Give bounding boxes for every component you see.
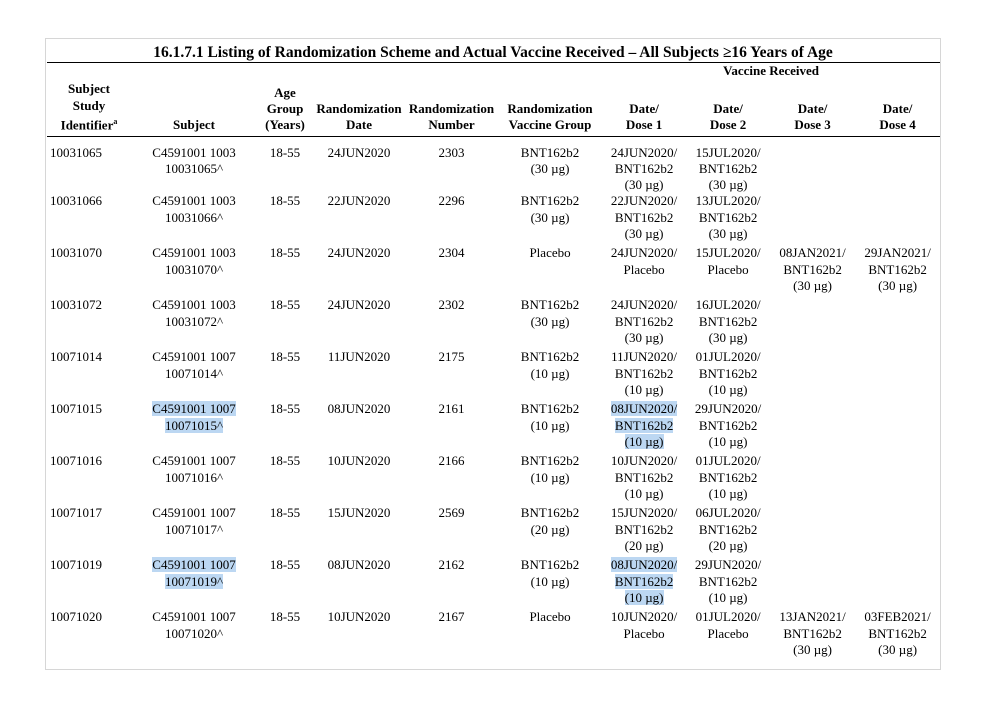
cell-subject: C4591001 1007 10071017^ <box>152 505 236 537</box>
cell-subject-study-identifier: 10031072 <box>50 297 102 313</box>
cell-dose-3 <box>770 453 855 505</box>
cell-subject-study-identifier: 10071020 <box>50 609 102 625</box>
cell-dose-3 <box>770 505 855 557</box>
cell-randomization-date: 10JUN2020 <box>327 453 391 469</box>
table-row <box>47 245 940 297</box>
cell-dose-4 <box>855 193 940 245</box>
cell-subject: C4591001 1007 10071015^ <box>152 401 236 433</box>
cell-dose-3 <box>770 193 855 245</box>
cell-subject-study-identifier: 10071016 <box>50 453 102 469</box>
cell-dose-1: 24JUN2020/ BNT162b2 (30 µg) <box>610 144 678 193</box>
cell-randomization-date: 10JUN2020 <box>327 609 391 625</box>
cell-randomization-date: 08JUN2020 <box>327 557 391 573</box>
cell-randomization-vaccine-group: BNT162b2 (30 µg) <box>520 144 580 176</box>
cell-subject: C4591001 1007 10071019^ <box>152 557 236 589</box>
cell-randomization-vaccine-group: BNT162b2 (10 µg) <box>520 557 580 589</box>
listing-title: 16.1.7.1 Listing of Randomization Scheme and Actual Vaccine Received – All Subjects ≥16 Years of Age <box>153 44 833 61</box>
cell-subject: C4591001 1007 10071020^ <box>152 609 236 641</box>
cell-dose-1: 11JUN2020/ BNT162b2 (10 µg) <box>611 349 678 397</box>
cell-randomization-number: 2162 <box>438 557 465 573</box>
cell-dose-3 <box>770 557 855 609</box>
col-randomization-vaccine-group: Randomization Vaccine Group <box>498 81 602 136</box>
cell-randomization-number: 2303 <box>438 144 465 160</box>
cell-dose-1: 10JUN2020/ BNT162b2 (10 µg) <box>610 453 678 501</box>
cell-randomization-date: 22JUN2020 <box>327 193 391 209</box>
cell-randomization-vaccine-group: Placebo <box>529 609 571 625</box>
table-row <box>47 557 940 609</box>
cell-dose-4 <box>855 453 940 505</box>
cell-dose-2: 16JUL2020/ BNT162b2 (30 µg) <box>695 297 761 345</box>
cell-subject-study-identifier: 10071014 <box>50 349 102 365</box>
cell-age-group: 18-55 <box>269 609 301 625</box>
cell-randomization-date: 08JUN2020 <box>327 401 391 417</box>
col-randomization-date: Randomization Date <box>313 81 405 136</box>
cell-dose-2: 01JUL2020/ BNT162b2 (10 µg) <box>695 349 761 397</box>
table-row <box>47 349 940 401</box>
cell-dose-2: 01JUL2020/ Placebo <box>695 609 761 641</box>
cell-randomization-date: 24JUN2020 <box>327 245 391 261</box>
cell-randomization-number: 2302 <box>438 297 465 313</box>
table-body <box>47 136 940 661</box>
cell-dose-2: 29JUN2020/ BNT162b2 (10 µg) <box>694 557 762 605</box>
cell-age-group: 18-55 <box>269 349 301 365</box>
cell-randomization-vaccine-group: BNT162b2 (10 µg) <box>520 453 580 485</box>
cell-subject-study-identifier: 10071019 <box>50 557 102 573</box>
cell-dose-4: 29JAN2021/ BNT162b2 (30 µg) <box>864 245 931 293</box>
table-row <box>47 453 940 505</box>
cell-randomization-date: 24JUN2020 <box>327 144 391 160</box>
table-row <box>47 136 940 193</box>
cell-dose-1: 08JUN2020/ BNT162b2 (10 µg) <box>610 557 678 605</box>
cell-age-group: 18-55 <box>269 557 301 573</box>
cell-dose-2: 01JUL2020/ BNT162b2 (10 µg) <box>695 453 761 501</box>
cell-randomization-vaccine-group: BNT162b2 (20 µg) <box>520 505 580 537</box>
listing-frame <box>45 38 941 670</box>
header-row-group <box>47 63 940 82</box>
cell-dose-4 <box>855 557 940 609</box>
col-subject-study-identifier: Subject Study Identifier$^a$ <box>47 81 131 136</box>
cell-age-group: 18-55 <box>269 401 301 417</box>
cell-dose-4 <box>855 401 940 453</box>
cell-randomization-vaccine-group: BNT162b2 (30 µg) <box>520 193 580 225</box>
cell-randomization-number: 2167 <box>438 609 465 625</box>
cell-subject-study-identifier: 10071015 <box>50 401 102 417</box>
cell-dose-3 <box>770 401 855 453</box>
col-dose-3: Date/ Dose 3 <box>770 81 855 136</box>
cell-age-group: 18-55 <box>269 505 301 521</box>
cell-dose-4 <box>855 349 940 401</box>
cell-randomization-vaccine-group: BNT162b2 (30 µg) <box>520 297 580 329</box>
table-row <box>47 193 940 245</box>
cell-dose-4 <box>855 136 940 193</box>
cell-dose-2: 06JUL2020/ BNT162b2 (20 µg) <box>695 505 761 553</box>
cell-randomization-vaccine-group: BNT162b2 (10 µg) <box>520 401 580 433</box>
cell-dose-2: 13JUL2020/ BNT162b2 (30 µg) <box>695 193 761 241</box>
cell-subject: C4591001 1007 10071014^ <box>152 349 236 381</box>
cell-randomization-vaccine-group: Placebo <box>529 245 571 261</box>
header-row-columns <box>47 81 940 136</box>
cell-randomization-number: 2304 <box>438 245 465 261</box>
cell-dose-4 <box>855 297 940 349</box>
footnote-mark: a <box>113 116 118 126</box>
cell-randomization-vaccine-group: BNT162b2 (10 µg) <box>520 349 580 381</box>
cell-randomization-number: 2161 <box>438 401 465 417</box>
cell-subject-study-identifier: 10031065 <box>50 144 102 160</box>
cell-dose-1: 10JUN2020/ Placebo <box>610 609 678 641</box>
col-subject: Subject <box>131 81 257 136</box>
cell-randomization-date: 24JUN2020 <box>327 297 391 313</box>
table-row <box>47 609 940 661</box>
cell-dose-1: 08JUN2020/ BNT162b2 (10 µg) <box>610 401 678 449</box>
col-dose-2: Date/ Dose 2 <box>686 81 770 136</box>
table-row <box>47 401 940 453</box>
table-row <box>47 505 940 557</box>
cell-dose-3: 08JAN2021/ BNT162b2 (30 µg) <box>779 245 846 293</box>
cell-dose-4 <box>855 505 940 557</box>
col-randomization-number: Randomization Number <box>405 81 498 136</box>
vaccine-received-header: Vaccine Received <box>602 63 940 82</box>
cell-subject: C4591001 1003 10031066^ <box>152 193 236 225</box>
cell-dose-3: 13JAN2021/ BNT162b2 (30 µg) <box>779 609 846 657</box>
randomization-table <box>47 62 940 661</box>
col-dose-4: Date/ Dose 4 <box>855 81 940 136</box>
cell-subject-study-identifier: 10031066 <box>50 193 102 209</box>
cell-age-group: 18-55 <box>269 245 301 261</box>
col-age-group: Age Group (Years) <box>257 81 313 136</box>
cell-dose-1: 24JUN2020/ Placebo <box>610 245 678 277</box>
cell-subject: C4591001 1003 10031070^ <box>152 245 236 277</box>
cell-age-group: 18-55 <box>269 193 301 209</box>
cell-dose-1: 22JUN2020/ BNT162b2 (30 µg) <box>610 193 678 241</box>
cell-subject-study-identifier: 10031070 <box>50 245 102 261</box>
cell-randomization-number: 2175 <box>438 349 465 365</box>
cell-randomization-number: 2296 <box>438 193 465 209</box>
cell-randomization-number: 2166 <box>438 453 465 469</box>
cell-subject: C4591001 1007 10071016^ <box>152 453 236 485</box>
cell-subject: C4591001 1003 10031065^ <box>152 144 236 176</box>
cell-dose-3 <box>770 297 855 349</box>
cell-dose-2: 15JUL2020/ Placebo <box>695 245 761 277</box>
cell-randomization-number: 2569 <box>438 505 465 521</box>
cell-dose-2: 15JUL2020/ BNT162b2 (30 µg) <box>695 144 761 193</box>
table-row <box>47 297 940 349</box>
cell-dose-3 <box>770 136 855 193</box>
cell-dose-2: 29JUN2020/ BNT162b2 (10 µg) <box>694 401 762 449</box>
col-dose-1: Date/ Dose 1 <box>602 81 686 136</box>
cell-dose-4: 03FEB2021/ BNT162b2 (30 µg) <box>864 609 931 657</box>
cell-age-group: 18-55 <box>269 453 301 469</box>
cell-dose-3 <box>770 349 855 401</box>
cell-dose-1: 15JUN2020/ BNT162b2 (20 µg) <box>610 505 678 553</box>
cell-randomization-date: 11JUN2020 <box>327 349 391 365</box>
cell-subject: C4591001 1003 10031072^ <box>152 297 236 329</box>
cell-dose-1: 24JUN2020/ BNT162b2 (30 µg) <box>610 297 678 345</box>
cell-age-group: 18-55 <box>269 144 301 160</box>
cell-randomization-date: 15JUN2020 <box>327 505 391 521</box>
cell-subject-study-identifier: 10071017 <box>50 505 102 521</box>
cell-age-group: 18-55 <box>269 297 301 313</box>
